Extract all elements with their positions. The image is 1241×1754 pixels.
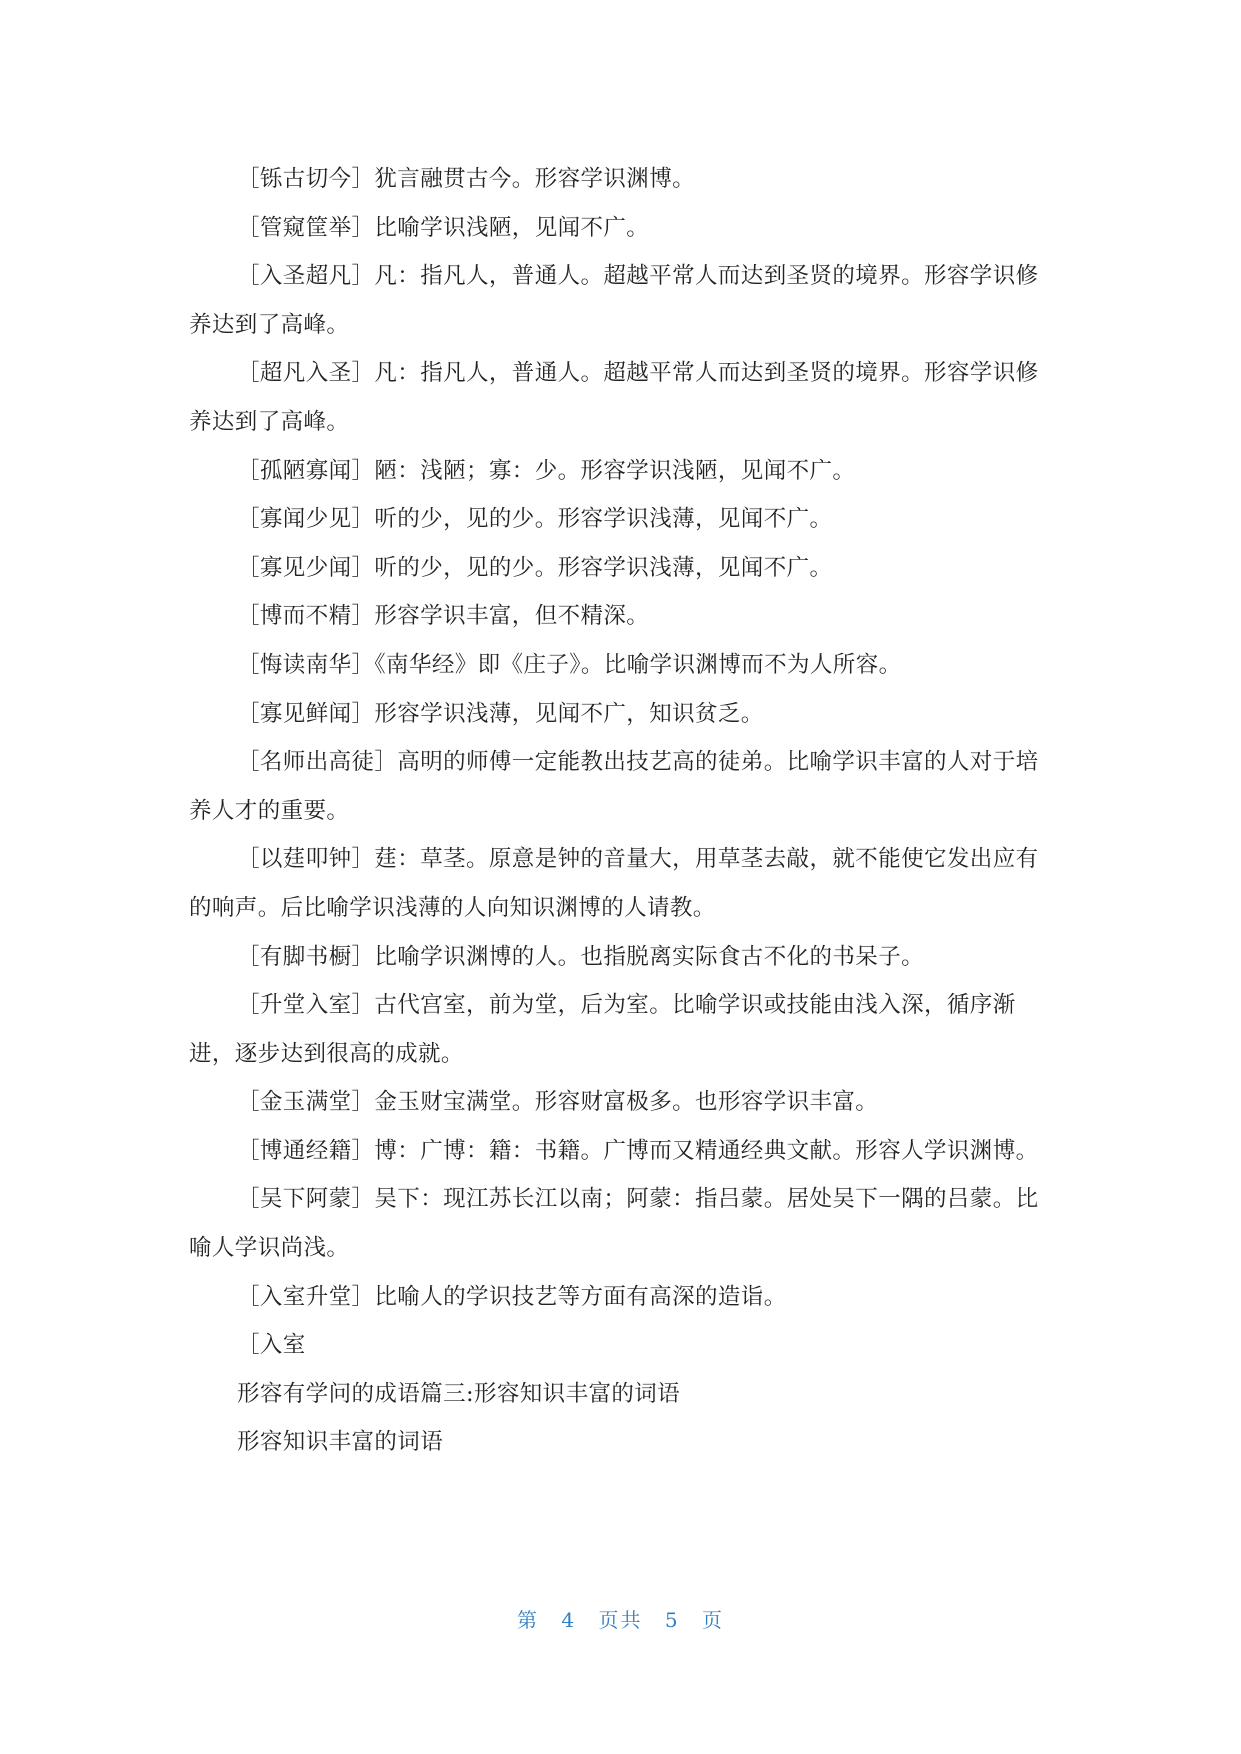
paragraph: 形容知识丰富的词语 bbox=[237, 1429, 444, 1456]
paragraph: ［寡闻少见］听的少，见的少。形容学识浅薄，见闻不广。 bbox=[237, 506, 833, 533]
current-page-number: 4 bbox=[561, 1608, 577, 1632]
paragraph: ［管窥筐举］比喻学识浅陋，见闻不广。 bbox=[237, 214, 650, 241]
paragraph: ［悔读南华］《南华经》即《庄子》。比喻学识渊博而不为人所容。 bbox=[237, 651, 902, 678]
paragraph: ［孤陋寡闻］陋：浅陋；寡：少。形容学识浅陋，见闻不广。 bbox=[237, 457, 856, 484]
paragraph: ［寡见少闻］听的少，见的少。形容学识浅薄，见闻不广。 bbox=[237, 554, 833, 581]
paragraph: ［入圣超凡］凡：指凡人，普通人。超越平常人而达到圣贤的境界。形容学识修养达到了高峰。 bbox=[189, 263, 1039, 338]
section-heading: 形容有学问的成语篇三:形容知识丰富的词语 bbox=[237, 1380, 681, 1407]
paragraph: ［铄古切今］犹言融贯古今。形容学识渊博。 bbox=[237, 166, 696, 192]
paragraph: ［升堂入室］古代宫室，前为堂，后为室。比喻学识或技能由浅入深，循序渐进，逐步达到很高的成就。 bbox=[189, 992, 1016, 1067]
paragraph: ［有脚书橱］比喻学识渊博的人。也指脱离实际食古不化的书呆子。 bbox=[237, 943, 925, 970]
footer-prefix: 第 bbox=[517, 1608, 540, 1632]
paragraph: ［入室 bbox=[237, 1332, 306, 1359]
paragraph: ［博而不精］形容学识丰富，但不精深。 bbox=[237, 603, 650, 630]
footer-suffix: 页 bbox=[701, 1608, 724, 1632]
paragraph: ［以莛叩钟］莛：草茎。原意是钟的音量大，用草茎去敲，就不能使它发出应有的响声。后比喻学识浅薄的人向知识渊博的人请教。 bbox=[189, 846, 1039, 921]
total-page-count: 5 bbox=[664, 1608, 680, 1632]
footer-middle: 页共 bbox=[598, 1608, 643, 1632]
paragraph: ［入室升堂］比喻人的学识技艺等方面有高深的造诣。 bbox=[237, 1283, 787, 1310]
paragraph: ［超凡入圣］凡：指凡人，普通人。超越平常人而达到圣贤的境界。形容学识修养达到了高峰。 bbox=[189, 360, 1039, 435]
paragraph: ［名师出高徒］高明的师傅一定能教出技艺高的徒弟。比喻学识丰富的人对于培养人才的重要。 bbox=[189, 749, 1039, 824]
document-body bbox=[189, 155, 1059, 1467]
paragraph: ［博通经籍］博：广博：籍：书籍。广博而又精通经典文献。形容人学识渊博。 bbox=[237, 1137, 1039, 1164]
paragraph: ［寡见鲜闻］形容学识浅薄，见闻不广，知识贫乏。 bbox=[237, 700, 764, 727]
page-number-footer bbox=[0, 1604, 1241, 1633]
paragraph: ［吴下阿蒙］吴下：现江苏长江以南；阿蒙：指吕蒙。居处吴下一隅的吕蒙。比喻人学识尚浅。 bbox=[189, 1186, 1039, 1262]
paragraph: ［金玉满堂］金玉财宝满堂。形容财富极多。也形容学识丰富。 bbox=[237, 1089, 879, 1116]
